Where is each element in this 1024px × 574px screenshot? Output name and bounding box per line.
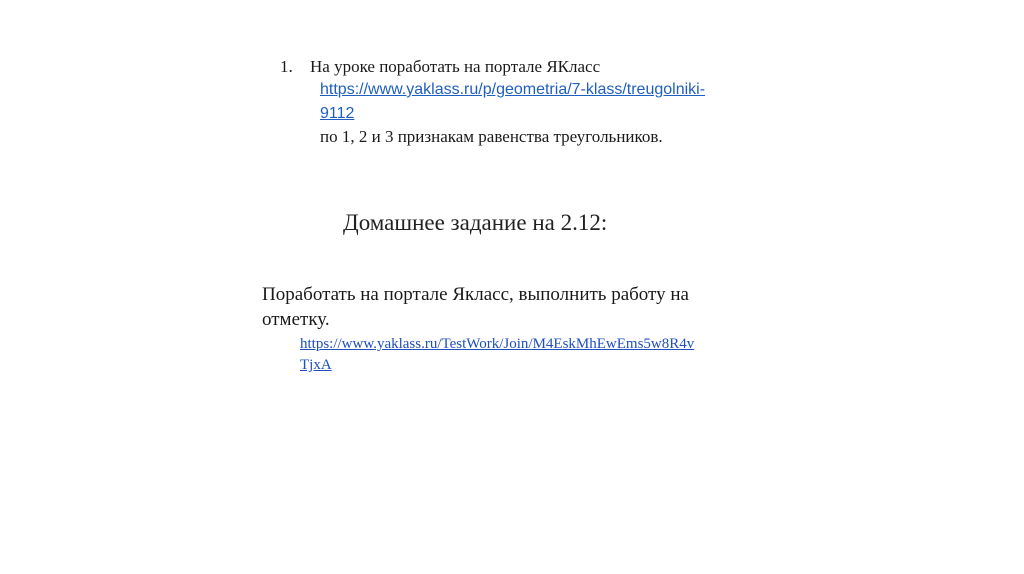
list-item — [280, 56, 800, 148]
list-number: 1. — [280, 57, 293, 76]
lesson-link-line1: https://www.yaklass.ru/p/geometria/7-klass/treugolniki- — [320, 81, 706, 98]
homework-text-line1: Поработать на портале Якласс, выполнить работу на — [262, 284, 689, 305]
homework-task — [262, 282, 782, 376]
list-item-body — [310, 56, 800, 148]
homework-link-line1: https://www.yaklass.ru/TestWork/Join/M4EskMhEwEms5w8R4v — [300, 336, 695, 352]
homework-text-line2: отметку. — [262, 309, 330, 330]
lesson-link[interactable] — [310, 78, 800, 126]
lesson-topic: по 1, 2 и 3 признакам равенства треугольников. — [320, 127, 663, 146]
homework-link[interactable] — [262, 334, 782, 376]
homework-link-line2: TjxA — [300, 357, 332, 373]
lesson-link-line2: 9112 — [320, 105, 355, 122]
homework-title: Домашнее задание на 2.12: — [343, 210, 608, 235]
lesson-task-list — [280, 56, 800, 148]
lesson-instruction: На уроке поработать на портале ЯКласс — [310, 57, 601, 76]
